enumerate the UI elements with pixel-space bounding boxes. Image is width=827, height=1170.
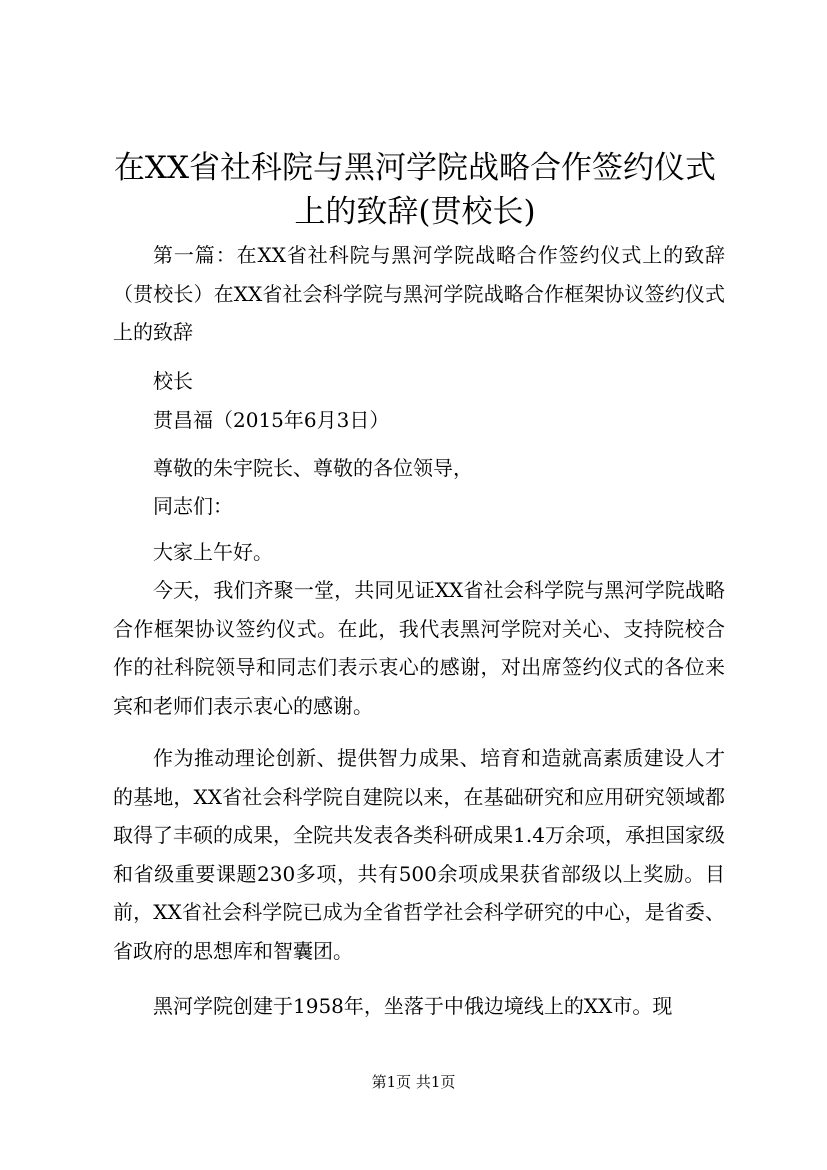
paragraph-intro: 第一篇：在XX省社科院与黑河学院战略合作签约仪式上的致辞（贯校长）在XX省社会科学院与黑河学院战略合作框架协议签约仪式上的致辞: [113, 243, 725, 344]
paragraph-speaker-date: 贯昌福（2015年6月3日）: [153, 408, 390, 432]
paragraph-role: 校长: [153, 369, 193, 393]
paragraph-academy: 作为推动理论创新、提供智力成果、培育和造就高素质建设人才的基地，XX省社会科学院自建院以来，在基础研究和应用研究领域都取得了丰硕的成果，全院共发表各类科研成果1.4万余项，承担国家级和省级重要课题230多项，共有500余项成果获省部级以上奖励。目前，XX省社会科学院已成为全省哲学社会科学研究的中心，是省委、省政府的思想库和智囊团。: [113, 746, 725, 963]
paragraph-greeting: 大家上午好。: [153, 540, 273, 564]
document-title-line-1: 在XX省社科院与黑河学院战略合作签约仪式: [113, 150, 717, 186]
document-title-line-2: 上的致辞(贯校长): [294, 194, 536, 230]
paragraph-comrades: 同志们：: [153, 494, 233, 518]
page-footer: 第1页 共1页: [371, 1073, 456, 1091]
paragraph-today: 今天，我们齐聚一堂，共同见证XX省社会科学院与黑河学院战略合作框架协议签约仪式。在此，我代表黑河学院对关心、支持院校合作的社科院领导和同志们表示衷心的感谢，对出席签约仪式的各位来宾和老师们表示衷心的感谢。: [113, 578, 725, 718]
paragraph-salutation: 尊敬的朱宇院长、尊敬的各位领导，: [153, 456, 473, 480]
paragraph-heihe: 黑河学院创建于1958年，坐落于中俄边境线上的XX市。现: [153, 994, 673, 1018]
